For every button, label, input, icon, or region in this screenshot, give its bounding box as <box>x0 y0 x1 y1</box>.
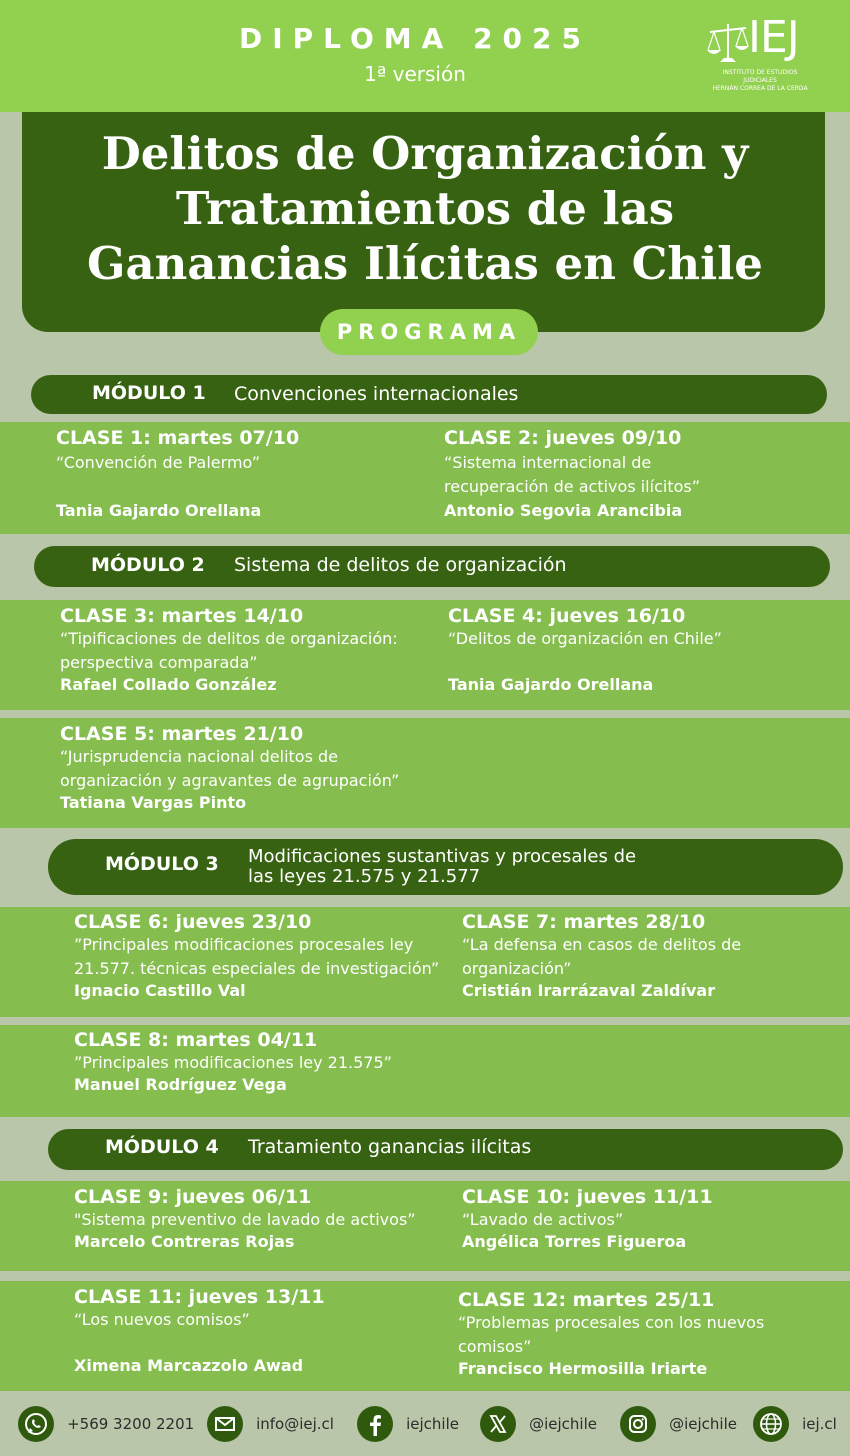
globe-icon <box>753 1406 789 1442</box>
x-icon <box>480 1406 516 1442</box>
instagram-icon <box>620 1406 656 1442</box>
facebook-icon <box>357 1406 393 1442</box>
module-1-label: MÓDULO 1 <box>92 382 206 404</box>
module-3-label: MÓDULO 3 <box>105 853 219 875</box>
footer-email[interactable] <box>207 1406 334 1442</box>
website-url: iej.cl <box>802 1415 837 1433</box>
phone-number: +569 3200 2201 <box>67 1415 195 1433</box>
footer-facebook[interactable] <box>357 1406 459 1442</box>
instagram-handle: @iejchile <box>669 1415 737 1433</box>
diploma-version: 1ª versión <box>364 62 466 86</box>
module-2-title: Sistema de delitos de organización <box>234 554 567 576</box>
module-3-title: Modificaciones sustantivas y procesales de las leyes 21.575 y 21.577 <box>248 846 637 887</box>
class-card: CLASE 7: martes 28/10 “La defensa en casos de delitos de organización” Cristián Irarrázaval Zaldívar <box>462 911 742 1000</box>
class-card: CLASE 11: jueves 13/11 “Los nuevos comisos” Ximena Marcazzolo Awad <box>74 1286 325 1375</box>
class-card: CLASE 3: martes 14/10 “Tipificaciones de delitos de organización: perspectiva comparada” Rafael Collado González <box>60 605 398 694</box>
class-card: CLASE 6: jueves 23/10 ”Principales modificaciones procesales ley 21.577. técnicas especiales de investigación” Ignacio Castillo Val <box>74 911 440 1000</box>
logo-subtitle: INSTITUTO DE ESTUDIOS JUDICIALES HERNÁN CORREA DE LA CERDA <box>712 69 808 92</box>
facebook-handle: iejchile <box>406 1415 459 1433</box>
class-card: CLASE 4: jueves 16/10 “Delitos de organización en Chile” Tania Gajardo Orellana <box>448 605 722 694</box>
scales-of-justice-icon <box>706 20 750 66</box>
diploma-title: DIPLOMA 2025 <box>238 22 592 55</box>
class-card: CLASE 9: jueves 06/11 "Sistema preventivo de lavado de activos” Marcelo Contreras Rojas <box>74 1186 416 1251</box>
class-card: CLASE 2: jueves 09/10 “Sistema internacional de recuperación de activos ilícitos” Antonio Segovia Arancibia <box>444 427 700 520</box>
class-card: CLASE 8: martes 04/11 ”Principales modificaciones ley 21.575” Manuel Rodríguez Vega <box>74 1029 392 1094</box>
module-2-label: MÓDULO 2 <box>91 554 205 576</box>
footer-website[interactable] <box>753 1406 837 1442</box>
footer-phone[interactable] <box>18 1406 194 1442</box>
class-card: CLASE 1: martes 07/10 “Convención de Palermo” Tania Gajardo Orellana <box>56 427 300 520</box>
module-4-title: Tratamiento ganancias ilícitas <box>248 1136 532 1158</box>
footer-instagram[interactable] <box>620 1406 737 1442</box>
email-address: info@iej.cl <box>256 1415 334 1433</box>
module-4-label: MÓDULO 4 <box>105 1136 219 1158</box>
module-1-title: Convenciones internacionales <box>234 383 519 405</box>
x-handle: @iejchile <box>529 1415 597 1433</box>
footer-x[interactable] <box>480 1406 597 1442</box>
whatsapp-icon <box>18 1406 54 1442</box>
mail-icon <box>207 1406 243 1442</box>
programa-badge: PROGRAMA <box>320 309 538 355</box>
class-card: CLASE 5: martes 21/10 “Jurisprudencia nacional delitos de organización y agravantes de agrupación” Tatiana Vargas Pinto <box>60 723 400 812</box>
logo-iej: IEJ <box>748 12 799 63</box>
class-card: CLASE 10: jueves 11/11 “Lavado de activos” Angélica Torres Figueroa <box>462 1186 713 1251</box>
class-card: CLASE 12: martes 25/11 “Problemas procesales con los nuevos comisos” Francisco Hermosilla Iriarte <box>458 1289 765 1378</box>
program-title: Delitos de Organización y Tratamientos de las Ganancias Ilícitas en Chile <box>87 127 763 290</box>
